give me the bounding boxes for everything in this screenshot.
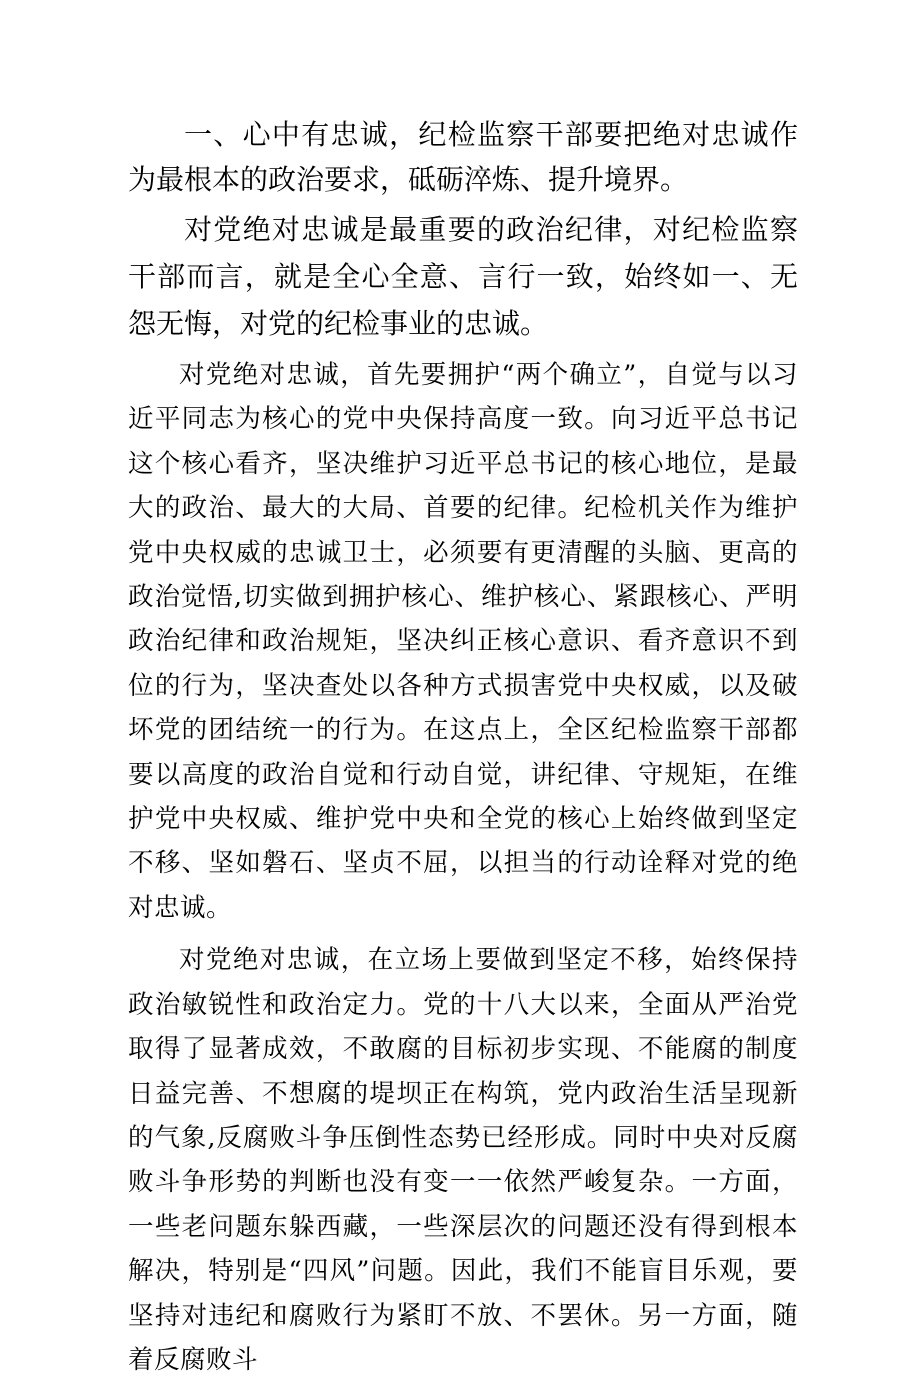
intro-paragraph: 对党绝对忠诚是最重要的政治纪律，对纪检监察干部而言，就是全心全意、言行一致，始终如一、无怨无悔，对党的纪检事业的忠诚。: [128, 213, 798, 340]
spacer: [128, 930, 798, 938]
body-paragraph-1: 对党绝对忠诚，首先要拥护“两个确立”，自觉与以习近平同志为核心的党中央保持高度一致。向习近平总书记这个核心看齐，坚决维护习近平总书记的核心地位，是最大的政治、最大的大局、首要的纪律。纪检机关作为维护党中央权威的忠诚卫士，必须要有更清醒的头脑、更高的政治觉悟,切实做到拥护核心、维护核心、紧跟核心、严明政治纪律和政治规矩，坚决纠正核心意识、看齐意识不到位的行为，坚决查处以各种方式损害党中央权威，以及破坏党的团结统一的行为。在这点上，全区纪检监察干部都要以高度的政治自觉和行动自觉，讲纪律、守规矩，在维护党中央权威、维护党中央和全党的核心上始终做到坚定不移、坚如磐石、坚贞不屈，以担当的行动诠释对党的绝对忠诚。: [128, 360, 798, 923]
body-paragraph-2: 对党绝对忠诚，在立场上要做到坚定不移，始终保持政治敏锐性和政治定力。党的十八大以来，全面从严治党取得了显著成效，不敢腐的目标初步实现、不能腐的制度日益完善、不想腐的堤坝正在构筑，党内政治生活呈现新的气象,反腐败斗争压倒性态势已经形成。同时中央对反腐败斗争形势的判断也没有变一一依然严峻复杂。一方面，一些老问题东躲西藏，一些深层次的问题还没有得到根本解决，特别是“四风”问题。因此，我们不能盲目乐观，要坚持对违纪和腐败行为紧盯不放、不罢休。另一方面，随着反腐败斗: [128, 945, 798, 1375]
document-body: [128, 112, 798, 1382]
section-heading: 一、心中有忠诚，纪检监察干部要把绝对忠诚作为最根本的政治要求，砥砺淬炼、提升境界。: [128, 118, 798, 196]
